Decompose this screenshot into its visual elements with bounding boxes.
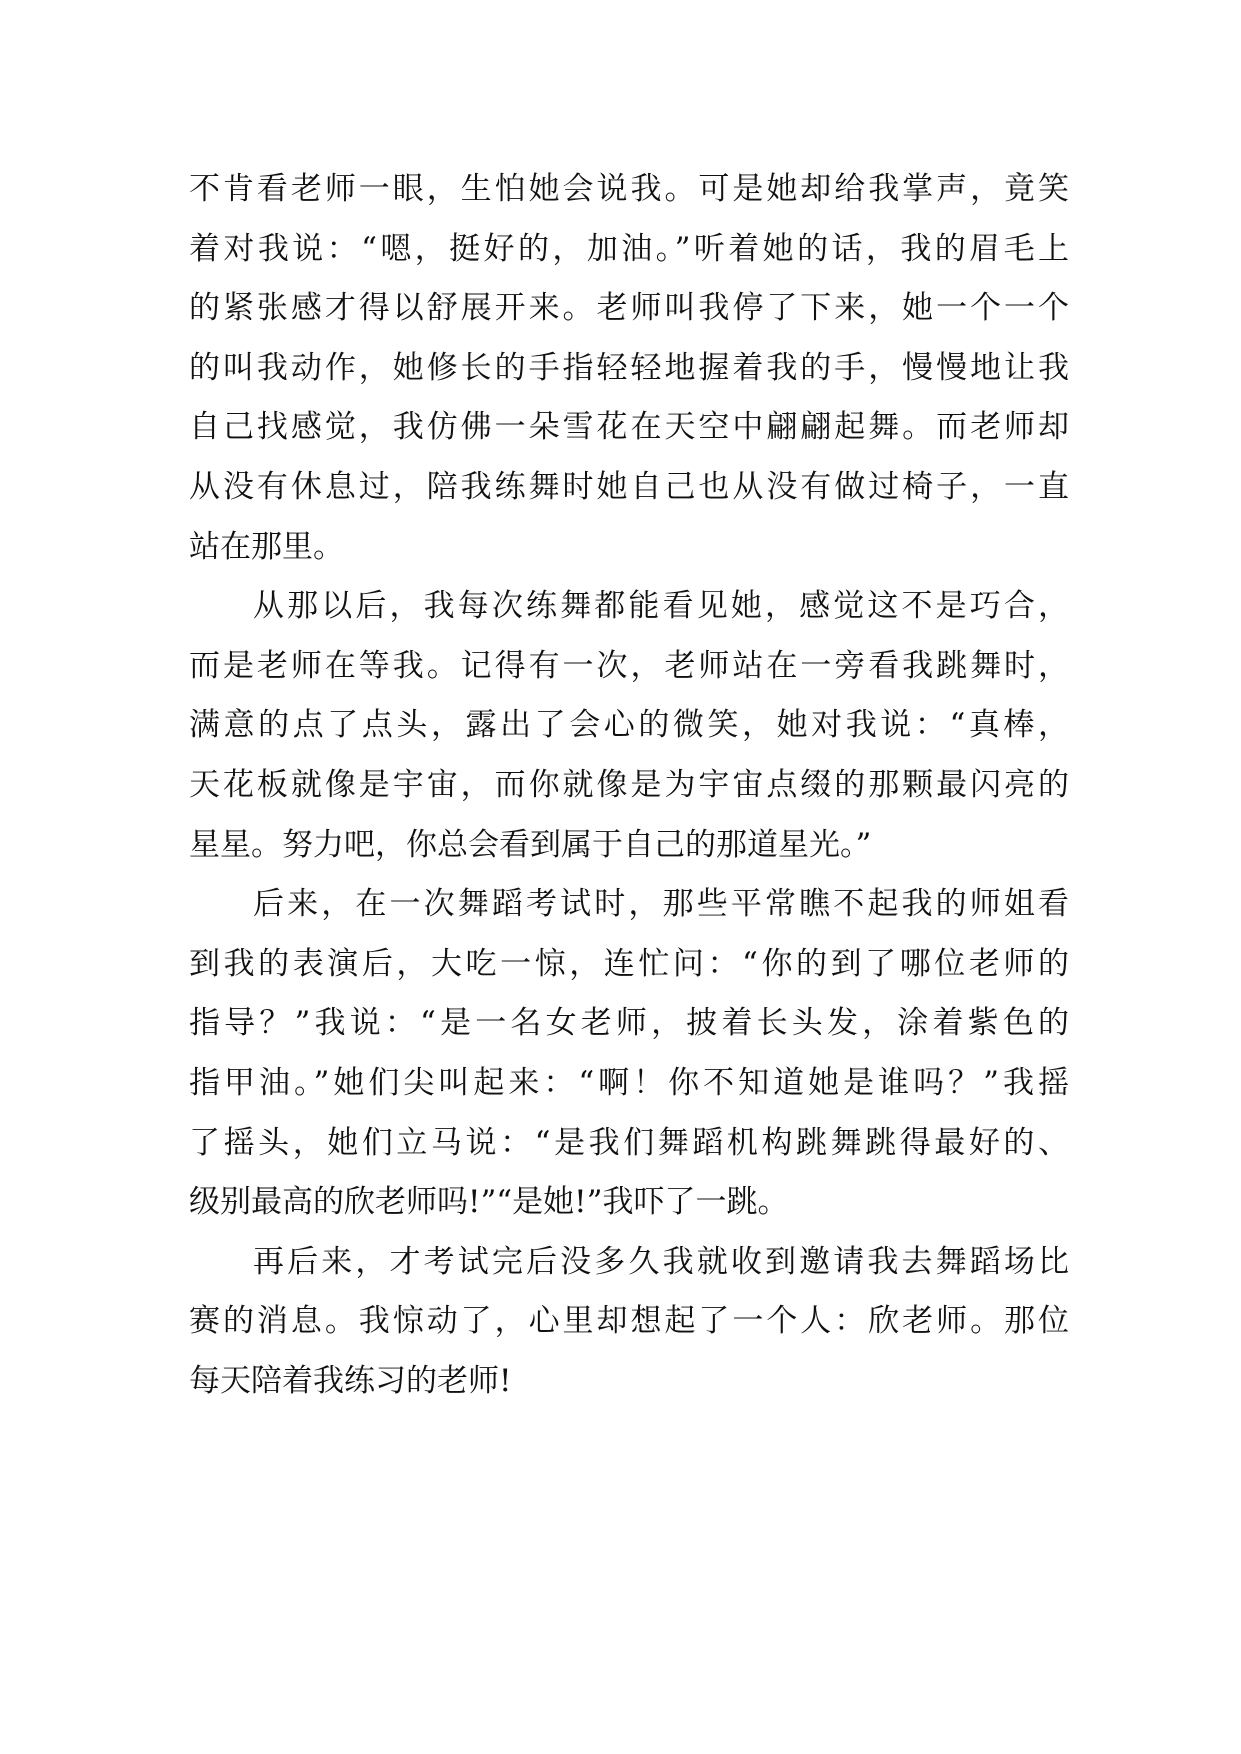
text-line: 着对我说：“嗯，挺好的，加油。”听着她的话，我的眉毛上 xyxy=(189,230,1069,267)
text-line: 从那以后，我每次练舞都能看见她，感觉这不是巧合， xyxy=(253,588,1069,625)
text-line: 再后来，才考试完后没多久我就收到邀请我去舞蹈场比 xyxy=(253,1243,1069,1280)
text-line: 赛的消息。我惊动了，心里却想起了一个人：欣老师。那位 xyxy=(189,1303,1069,1340)
text-line: 了摇头，她们立马说：“是我们舞蹈机构跳舞跳得最好的、 xyxy=(189,1124,1069,1161)
text-line: 指导？”我说：“是一名女老师，披着长头发，涂着紫色的 xyxy=(189,1005,1069,1042)
text-line: 星星。努力吧，你总会看到属于自己的那道星光。” xyxy=(189,826,872,863)
text-line: 而是老师在等我。记得有一次，老师站在一旁看我跳舞时， xyxy=(189,647,1069,684)
paragraph-2 xyxy=(189,577,1069,875)
text-line: 的叫我动作，她修长的手指轻轻地握着我的手，慢慢地让我 xyxy=(189,349,1069,386)
text-line: 满意的点了点头，露出了会心的微笑，她对我说：“真棒， xyxy=(189,707,1069,744)
paragraph-1 xyxy=(189,160,1069,577)
paragraph-4 xyxy=(189,1233,1069,1412)
body-text xyxy=(189,160,1069,1411)
paragraph-3 xyxy=(189,875,1069,1233)
text-line: 后来，在一次舞蹈考试时，那些平常瞧不起我的师姐看 xyxy=(253,886,1069,923)
text-line: 天花板就像是宇宙，而你就像是为宇宙点缀的那颗最闪亮的 xyxy=(189,766,1069,803)
text-line: 不肯看老师一眼，生怕她会说我。可是她却给我掌声，竟笑 xyxy=(189,171,1069,207)
text-line: 的紧张感才得以舒展开来。老师叫我停了下来，她一个一个 xyxy=(189,290,1069,327)
text-line: 自己找感觉，我仿佛一朵雪花在天空中翩翩起舞。而老师却 xyxy=(189,409,1069,446)
text-line: 到我的表演后，大吃一惊，连忙问：“你的到了哪位老师的 xyxy=(189,945,1069,982)
text-line: 站在那里。 xyxy=(189,528,344,565)
text-line: 每天陪着我练习的老师! xyxy=(189,1362,512,1399)
text-line: 从没有休息过，陪我练舞时她自己也从没有做过椅子，一直 xyxy=(189,468,1069,505)
text-line: 级别最高的欣老师吗!”“是她!”我吓了一跳。 xyxy=(189,1184,789,1221)
text-line: 指甲油。”她们尖叫起来：“啊！你不知道她是谁吗？”我摇 xyxy=(189,1064,1069,1101)
